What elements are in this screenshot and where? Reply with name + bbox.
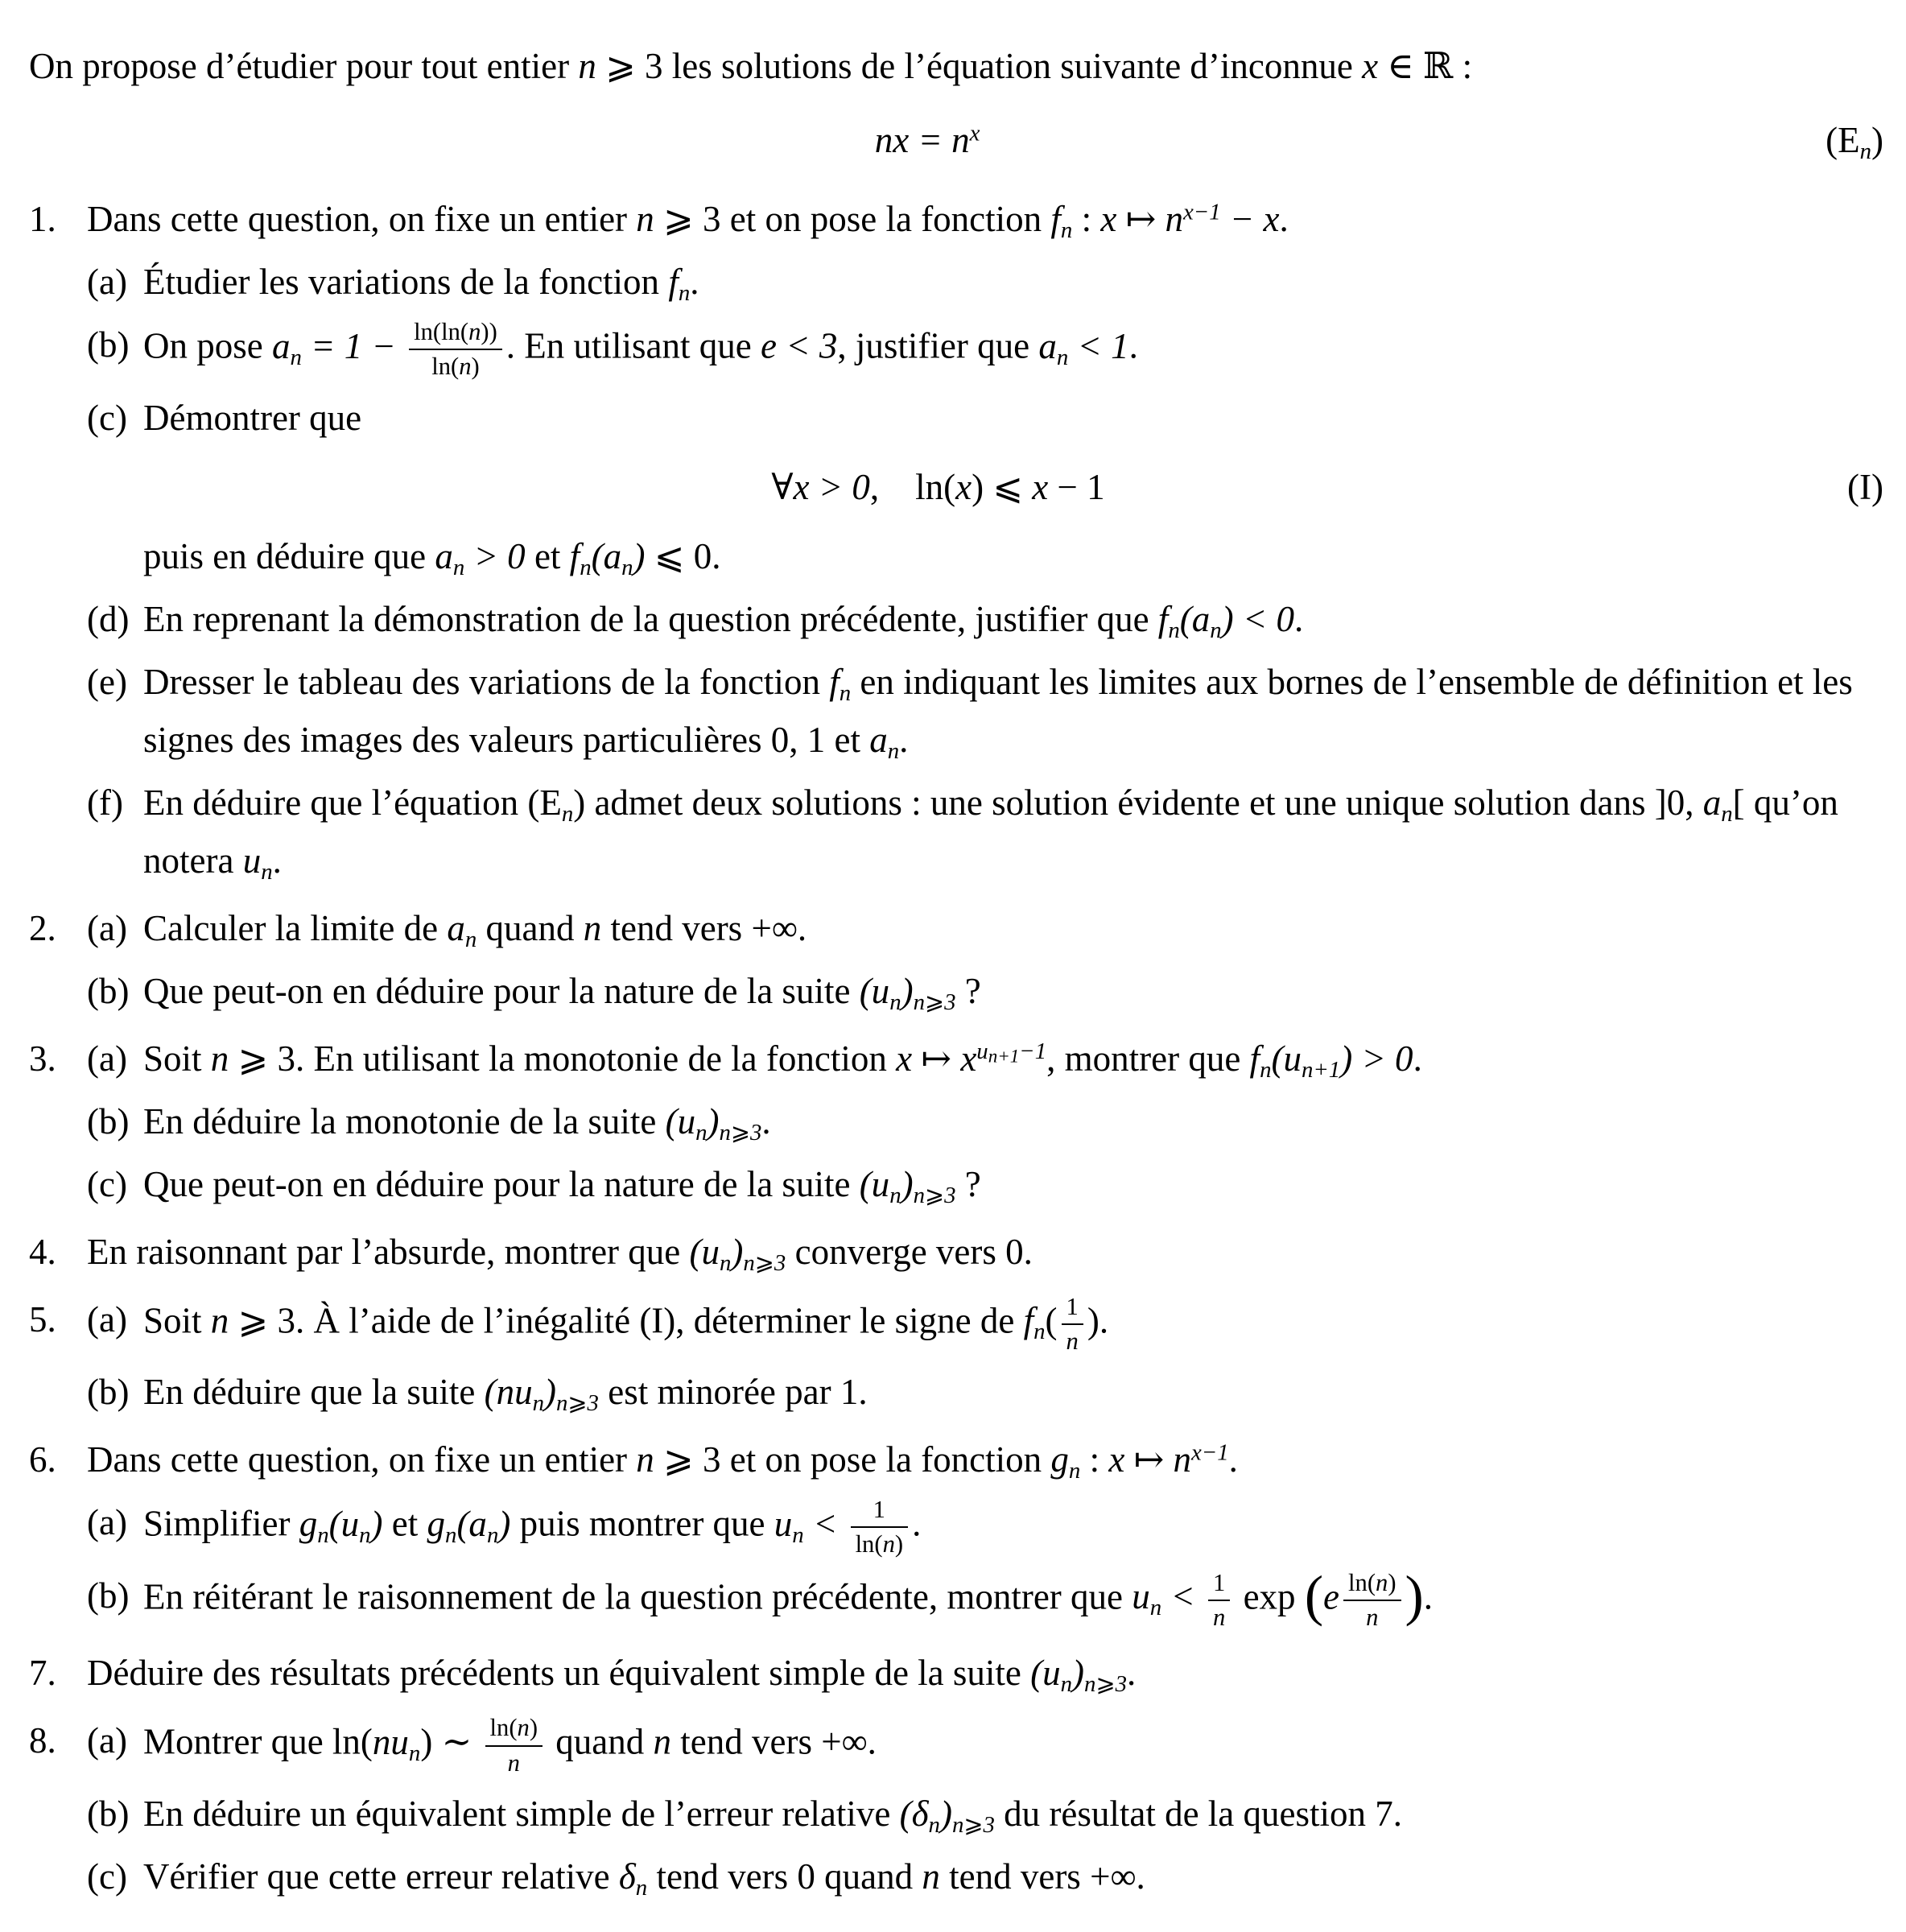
display-equation-row	[29, 458, 1883, 516]
item-text: Déduire des résultats précédents un équivalent simple de la suite $(u_n)_{n⩾3}$.	[87, 1653, 1137, 1698]
question-item	[29, 1644, 1883, 1702]
subquestion-text	[143, 1290, 1883, 1359]
item-text: Dans cette question, on fixe un entier n ⩾ 3 et on pose la fonction $f_n$ : x ↦ $n^{x-1} - x$.	[87, 199, 1289, 244]
item-text: En raisonnant par l’absurde, montrer que $(u_n)_{n⩾3}$ converge vers 0.	[87, 1231, 1033, 1276]
subquestion-label: (a)	[87, 907, 127, 948]
subquestion-line: Dresser le tableau des variations de la fonction $f_n$ en indiquant les limites aux bornes de l’ensemble de définition et les signes des images des valeurs particulières 0, 1 et $a_n$.	[143, 661, 1853, 764]
item-number: 8.	[29, 1720, 56, 1761]
question-item	[29, 1223, 1883, 1281]
item-text: Dans cette question, on fixe un entier n ⩾ 3 et on pose la fonction $g_n$ : x ↦ $n^{x-1}$.	[87, 1439, 1238, 1484]
subquestion-label: (d)	[87, 598, 130, 639]
subquestion-text	[143, 962, 1883, 1020]
subquestion-row	[87, 774, 1883, 890]
subquestion-text	[143, 1493, 1883, 1562]
subquestion-row	[87, 653, 1883, 769]
subquestion-line: puis en déduire que $a_n > 0$ et $f_n(a_n)$ ⩽ 0.	[143, 535, 721, 580]
subquestion-line: Soit n ⩾ 3. À l’aide de l’inégalité (I), déterminer le signe de $f_n$( $\frac{1}{n}$ ).	[143, 1290, 1883, 1359]
subquestion-text	[143, 899, 1883, 957]
subquestion-text	[143, 253, 1883, 311]
main-equation: nx = $n^x$	[874, 120, 980, 160]
subquestion-label: (a)	[87, 1502, 127, 1543]
subquestion-line: En déduire que l’équation $(E_n)$ admet deux solutions : une solution évidente et une unique solution dans ]0, $a_n$[ qu’on notera $u_n$.	[143, 782, 1838, 885]
subquestion-text	[143, 389, 1883, 585]
subquestion-line: Montrer que $\ln(nu_n)$ ∼ $\frac{\ln(n)}{n}$ quand n tend vers +∞.	[143, 1711, 1883, 1780]
subquestion-text	[143, 590, 1883, 648]
subquestion-label: (b)	[87, 1793, 130, 1834]
subquestion-label: (a)	[87, 1720, 127, 1761]
subquestion-label: (b)	[87, 1100, 130, 1141]
subquestion-line: En reprenant la démonstration de la question précédente, justifier que $f_n(a_n) < 0$.	[143, 598, 1304, 643]
subquestion-label: (a)	[87, 1038, 127, 1079]
subquestion-label: (b)	[87, 1372, 130, 1413]
main-equation-row	[29, 119, 1883, 165]
subquestion-line: En réitérant le raisonnement de la question précédente, montrer que $u_n$ < $\frac{1}{n}$ exp (e $\frac{\ln(n)}{n}$ ).	[143, 1567, 1883, 1635]
question-item	[29, 1711, 1883, 1905]
item-number: 6.	[29, 1439, 56, 1480]
subquestion-text	[143, 1711, 1883, 1780]
subquestion-text	[143, 653, 1883, 769]
subquestion-text	[143, 316, 1883, 384]
display-equation-label: (I)	[1847, 466, 1883, 507]
subquestion-label: (b)	[87, 970, 130, 1011]
subquestion-label: (b)	[87, 1575, 130, 1616]
item-number: 1.	[29, 199, 56, 239]
subquestion-label: (c)	[87, 1856, 127, 1897]
subquestion-row	[87, 962, 1883, 1020]
subquestion-text	[143, 1847, 1883, 1905]
subquestion-row	[87, 1092, 1883, 1150]
subquestion-line: Calculer la limite de $a_n$ quand n tend vers +∞.	[143, 907, 807, 952]
subquestion-label: (b)	[87, 324, 130, 365]
question-row	[29, 1290, 1883, 1359]
question-row	[29, 1223, 1883, 1281]
question-list	[29, 190, 1883, 1905]
subquestion-line: Soit n ⩾ 3. En utilisant la monotonie de la fonction x ↦ $x^{u_{n+1}-1}$, montrer que $f_n(u_{n+1}) > 0$.	[143, 1038, 1422, 1083]
item-number: 3.	[29, 1038, 56, 1079]
subquestion-line: Simplifier $g_n(u_n)$ et $g_n(a_n)$ puis montrer que $u_n$ < $\frac{1}{\ln(n)}$ .	[143, 1493, 1883, 1562]
subquestion-row	[87, 1785, 1883, 1843]
subquestion-row	[87, 316, 1883, 384]
subquestion-text	[143, 1567, 1883, 1635]
subquestion-line: Étudier les variations de la fonction $f_n$.	[143, 262, 699, 307]
subquestion-label: (c)	[87, 1163, 127, 1204]
subquestion-text	[143, 1092, 1883, 1150]
subquestion-label: (e)	[87, 661, 127, 702]
subquestion-row	[87, 1567, 1883, 1635]
subquestion-line: Vérifier que cette erreur relative $\delta_n$ tend vers 0 quand n tend vers +∞.	[143, 1856, 1145, 1901]
subquestion-row	[87, 1363, 1883, 1421]
subquestion-line: En déduire la monotonie de la suite $(u_n)_{n⩾3}$.	[143, 1100, 771, 1146]
subquestion-line: Que peut-on en déduire pour la nature de la suite $(u_n)_{n⩾3}$ ?	[143, 970, 981, 1015]
item-number: 5.	[29, 1298, 56, 1340]
subquestion-label: (f)	[87, 782, 123, 823]
subquestion-text	[143, 1785, 1883, 1843]
question-item	[29, 1030, 1883, 1213]
subquestion-row	[87, 1493, 1883, 1562]
item-number: 2.	[29, 907, 56, 948]
subquestion-row	[87, 1155, 1883, 1213]
question-item	[29, 1290, 1883, 1422]
subquestion-row	[87, 389, 1883, 585]
subquestion-label: (a)	[87, 262, 127, 302]
subquestion-row	[87, 590, 1883, 648]
subquestion-text	[143, 1030, 1883, 1088]
subquestion-row	[87, 1847, 1883, 1905]
display-equation: ∀x > 0, ln(x) ⩽ x − 1	[771, 466, 1105, 507]
subquestion-text	[143, 1155, 1883, 1213]
subquestion-line: Démontrer que	[143, 397, 362, 438]
subquestion-line: Que peut-on en déduire pour la nature de la suite $(u_n)_{n⩾3}$ ?	[143, 1163, 981, 1208]
subquestion-text	[143, 1363, 1883, 1421]
subquestion-line: En déduire un équivalent simple de l’erreur relative $(\delta_n)_{n⩾3}$ du résultat de la question 7.	[143, 1793, 1403, 1839]
subquestion-label: (a)	[87, 1298, 127, 1340]
main-equation-label: $(E_n)$	[1826, 120, 1883, 165]
question-row	[29, 899, 1883, 957]
subquestion-label: (c)	[87, 397, 127, 438]
question-row	[29, 1644, 1883, 1702]
subquestion-row	[87, 253, 1883, 311]
item-number: 7.	[29, 1653, 56, 1694]
question-row	[29, 1030, 1883, 1088]
question-item	[29, 899, 1883, 1020]
question-item	[29, 1430, 1883, 1634]
subquestion-line: En déduire que la suite $(nu_n)_{n⩾3}$ est minorée par 1.	[143, 1372, 868, 1417]
item-number: 4.	[29, 1231, 56, 1272]
question-row	[29, 1711, 1883, 1780]
intro-paragraph: On propose d’étudier pour tout entier n ⩾ 3 les solutions de l’équation suivante d’inconnue x ∈ ℝ :	[29, 46, 1473, 86]
question-row	[29, 1430, 1883, 1488]
question-item	[29, 190, 1883, 890]
question-row	[29, 190, 1883, 248]
subquestion-line: On pose $a_n = 1$ − $\frac{\ln(\ln(n))}{\ln(n)}$ . En utilisant que e < 3, justifier que $a_n < 1$.	[143, 316, 1883, 384]
subquestion-text	[143, 774, 1883, 890]
